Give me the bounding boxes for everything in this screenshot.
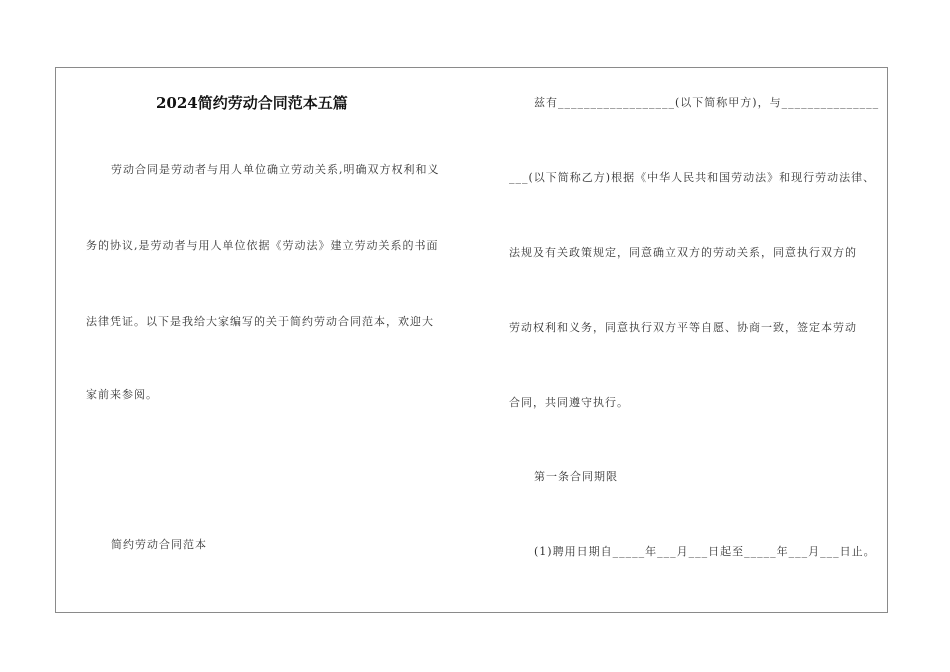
document-title: 2024简约劳动合同范本五篇 (156, 94, 348, 112)
intro-line: 劳动合同是劳动者与用人单位确立劳动关系,明确双方权利和义 (111, 163, 440, 176)
document-page (55, 67, 888, 613)
body-line: ___(以下简称乙方)根据《中华人民共和国劳动法》和现行劳动法律、 (509, 171, 876, 184)
intro-line: 法律凭证。以下是我给大家编写的关于简约劳动合同范本，欢迎大 (86, 315, 434, 328)
subheading: 简约劳动合同范本 (111, 538, 207, 551)
body-line: 兹有__________________(以下简称甲方)，与_______________ (534, 96, 880, 109)
body-line: 劳动权利和义务，同意执行双方平等自愿、协商一致，签定本劳动 (509, 321, 857, 334)
intro-line: 务的协议,是劳动者与用人单位依据《劳动法》建立劳动关系的书面 (86, 239, 439, 252)
article-heading: 第一条合同期限 (534, 470, 618, 483)
body-line: 法规及有关政策规定，同意确立双方的劳动关系，同意执行双方的 (509, 246, 857, 259)
body-line: 合同，共同遵守执行。 (509, 396, 629, 409)
intro-line: 家前来参阅。 (86, 388, 158, 401)
article-item: (1)聘用日期自_____年___月___日起至_____年___月___日止。 (534, 545, 876, 558)
